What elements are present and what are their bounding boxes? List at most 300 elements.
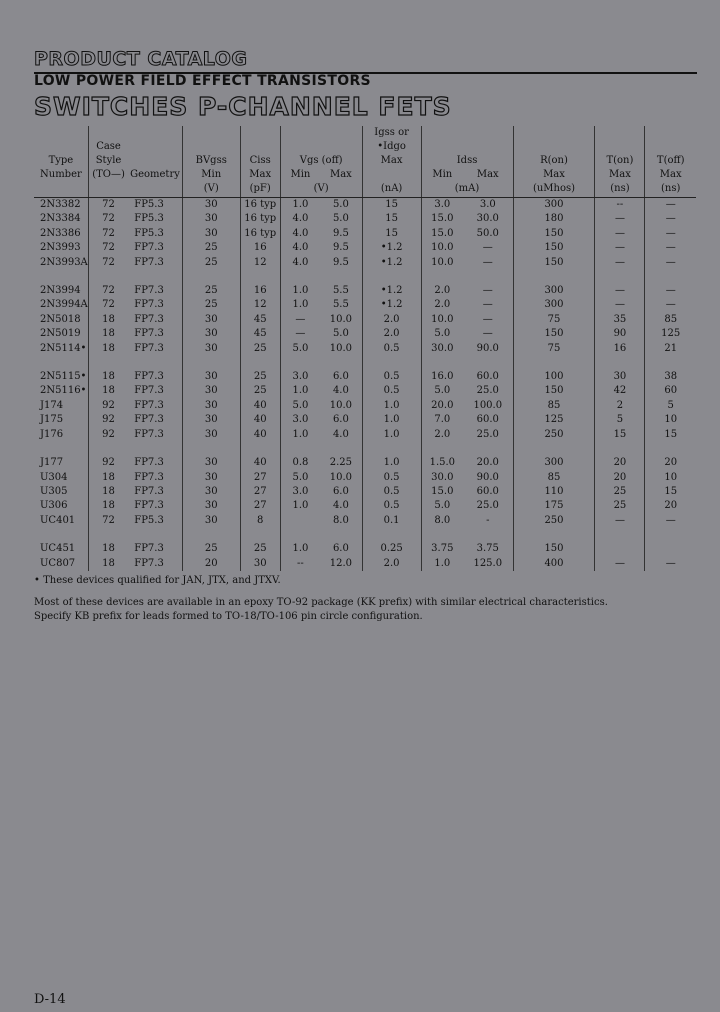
geometry-label: Geometry: [130, 169, 180, 180]
table-cell: 300: [513, 298, 595, 312]
table-cell: 1.0: [280, 499, 320, 513]
table-cell: 5.0: [421, 327, 463, 341]
table-cell: 4.0: [280, 212, 320, 226]
table-cell: 16: [240, 284, 280, 298]
table-cell: 18: [88, 327, 128, 341]
table-cell: 16.0: [421, 370, 463, 384]
table-cell: 15: [645, 485, 696, 499]
table-cell: 2N5019: [40, 328, 81, 340]
table-cell: 30: [182, 327, 240, 341]
table-cell: FP5.3: [134, 199, 164, 210]
table-cell: 72: [88, 241, 128, 255]
table-cell: 30: [182, 428, 240, 442]
table-cell: —: [645, 198, 696, 213]
idss-label-1: Idss: [421, 154, 513, 168]
table-cell: 60.0: [476, 414, 499, 426]
table-cell: —: [595, 284, 645, 298]
table-row: [34, 256, 696, 270]
table-cell: 5.0: [421, 384, 463, 398]
table-cell: 2.0: [362, 327, 421, 341]
table-cell: FP7.3: [134, 342, 164, 354]
table-cell: 3.75: [421, 542, 463, 556]
table-cell: 72: [88, 298, 128, 312]
table-cell: 2.0: [421, 298, 463, 312]
table-cell: •1.2: [362, 241, 421, 255]
table-cell: —: [595, 514, 645, 528]
catalog-heading: PRODUCT CATALOG: [34, 48, 248, 70]
table-cell: 30: [240, 557, 280, 571]
table-cell: 20: [645, 456, 696, 470]
table-row: [34, 499, 696, 513]
table-cell: UC401: [40, 514, 76, 526]
table-cell: 0.5: [362, 384, 421, 398]
table-cell: 2N3994A: [40, 299, 88, 311]
table-cell: 100.0: [473, 399, 503, 411]
table-cell: 30: [182, 212, 240, 226]
ron-label-1: R(on): [513, 154, 595, 168]
table-cell: 16 typ: [240, 227, 280, 241]
igss-label-3: Max: [362, 154, 421, 168]
table-cell: 30: [182, 499, 240, 513]
table-cell: 18: [88, 471, 128, 485]
table-cell: 12: [240, 256, 280, 270]
footnote: • These devices qualified for JAN, JTX, and JTXV.: [34, 575, 281, 586]
table-cell: 30: [182, 342, 240, 356]
table-cell: 30.0: [476, 213, 499, 225]
table-cell: —: [645, 298, 696, 312]
table-cell: 100: [513, 370, 595, 384]
table-cell: 1.0: [362, 456, 421, 470]
table-row: [34, 471, 696, 485]
table-cell: 25.0: [476, 500, 499, 512]
table-cell: •1.2: [362, 256, 421, 270]
table-cell: 25: [240, 370, 280, 384]
table-cell: 8.0: [332, 514, 349, 526]
table-cell: FP7.3: [134, 557, 164, 569]
table-row: [34, 542, 696, 556]
table-cell: J174: [40, 399, 64, 411]
table-cell: 5.0: [332, 328, 349, 340]
table-cell: 90.0: [476, 471, 499, 483]
table-cell: 300: [513, 198, 595, 213]
table-cell: 72: [88, 227, 128, 241]
note-1: Most of these devices are available in an epoxy TO-92 package (KK prefix) with similar electrical characteristics.: [34, 597, 608, 608]
ron-unit: (uMhos): [513, 182, 595, 198]
table-cell: 2N3386: [40, 227, 81, 239]
table-cell: 12.0: [329, 557, 353, 569]
table-cell: 9.5: [332, 256, 349, 268]
table-cell: 4.0: [280, 256, 320, 270]
table-cell: 18: [88, 384, 128, 398]
table-cell: 5.5: [332, 285, 349, 297]
table-cell: —: [482, 328, 493, 340]
table-cell: 2N3384: [40, 213, 81, 225]
ton-unit: (ns): [595, 182, 645, 198]
table-cell: 30: [182, 198, 240, 213]
table-cell: 2N5114•: [40, 342, 87, 354]
table-cell: 2N3994: [40, 285, 81, 297]
table-cell: 45: [240, 313, 280, 327]
group-spacer: [34, 356, 696, 370]
table-cell: 150: [513, 256, 595, 270]
vgs-unit: (V): [280, 182, 362, 198]
table-cell: 250: [513, 514, 595, 528]
table-cell: —: [482, 285, 493, 297]
table-cell: 45: [240, 327, 280, 341]
case-label-3: (TO—): [88, 168, 128, 182]
table-cell: —: [645, 284, 696, 298]
table-cell: —: [280, 327, 320, 341]
table-cell: 16 typ: [240, 212, 280, 226]
table-cell: 6.0: [332, 543, 349, 555]
toff-label-2: Max: [645, 168, 696, 182]
table-cell: 40: [240, 456, 280, 470]
table-cell: 5.0: [332, 213, 349, 225]
table-cell: FP7.3: [134, 414, 164, 426]
table-cell: 72: [88, 514, 128, 528]
table-cell: FP7.3: [134, 313, 164, 325]
vgs-min-label: Min: [280, 168, 320, 182]
table-cell: FP7.3: [134, 385, 164, 397]
table-cell: 25: [595, 499, 645, 513]
table-row: [34, 557, 696, 571]
table-row: [34, 198, 696, 213]
table-cell: 150: [513, 327, 595, 341]
table-row: [34, 413, 696, 427]
table-cell: 3.0: [280, 485, 320, 499]
idss-max-label: Max: [476, 169, 499, 180]
table-header: [34, 126, 696, 198]
table-cell: —: [595, 298, 645, 312]
table-cell: FP7.3: [134, 285, 164, 297]
table-cell: —: [595, 227, 645, 241]
table-cell: 92: [88, 413, 128, 427]
table-cell: 2N5018: [40, 313, 81, 325]
table-cell: 25.0: [476, 385, 499, 397]
table-cell: 30: [182, 313, 240, 327]
table-cell: 40: [240, 428, 280, 442]
table-cell: J175: [40, 414, 64, 426]
table-cell: -: [486, 514, 490, 526]
table-cell: 75: [513, 313, 595, 327]
table-cell: 10.0: [421, 241, 463, 255]
table-row: [34, 241, 696, 255]
group-spacer: [34, 442, 696, 456]
case-label-1: Case: [88, 140, 128, 154]
table-cell: 38: [645, 370, 696, 384]
table-cell: 0.5: [362, 471, 421, 485]
table-cell: —: [482, 299, 493, 311]
table-row: [34, 284, 696, 298]
table-cell: 15: [362, 198, 421, 213]
table-cell: 2.0: [421, 284, 463, 298]
table-cell: 10.0: [421, 256, 463, 270]
table-cell: 2.0: [362, 313, 421, 327]
table-cell: —: [595, 557, 645, 571]
table-cell: 72: [88, 284, 128, 298]
igss-label-1: Igss or: [362, 126, 421, 140]
table-cell: FP5.3: [134, 514, 164, 526]
table-cell: 3.0: [421, 198, 463, 213]
table-cell: 30: [182, 370, 240, 384]
table-cell: —: [595, 212, 645, 226]
page-number: D-14: [34, 992, 66, 1007]
table-row: [34, 399, 696, 413]
table-cell: 20: [645, 499, 696, 513]
table-cell: 15: [645, 428, 696, 442]
table-cell: •1.2: [362, 298, 421, 312]
table-cell: 18: [88, 342, 128, 356]
table-cell: 25: [240, 542, 280, 556]
table-cell: 5: [595, 413, 645, 427]
table-cell: 18: [88, 542, 128, 556]
table-cell: 3.0: [280, 413, 320, 427]
table-cell: [595, 542, 645, 556]
table-cell: 1.0: [362, 413, 421, 427]
table-cell: 125: [513, 413, 595, 427]
table-cell: 2N5115•: [40, 371, 87, 383]
table-row: [34, 456, 696, 470]
table-cell: 5.0: [280, 399, 320, 413]
ciss-label-1: Ciss: [240, 154, 280, 168]
table-cell: 60.0: [476, 371, 499, 383]
table-cell: —: [645, 227, 696, 241]
table-cell: FP7.3: [134, 500, 164, 512]
table-cell: UC807: [40, 557, 76, 569]
table-cell: 6.0: [332, 371, 349, 383]
type-label-2: Number: [40, 169, 82, 180]
ciss-label-2: Max: [240, 168, 280, 182]
table-cell: 85: [645, 313, 696, 327]
table-cell: 0.1: [362, 514, 421, 528]
table-cell: 25: [240, 384, 280, 398]
table-cell: FP5.3: [134, 213, 164, 225]
table-row: [34, 485, 696, 499]
table-cell: 60.0: [476, 485, 499, 497]
table-cell: 0.5: [362, 342, 421, 356]
table-cell: 5.5: [332, 299, 349, 311]
table-cell: FP7.3: [134, 242, 164, 254]
table-cell: —: [645, 241, 696, 255]
table-cell: 1.0: [280, 284, 320, 298]
table-cell: 10.0: [329, 342, 353, 354]
table-cell: 1.0: [362, 428, 421, 442]
table-cell: —: [645, 256, 696, 270]
table-cell: 30: [595, 370, 645, 384]
table-cell: 7.0: [421, 413, 463, 427]
table-cell: 6.0: [332, 414, 349, 426]
table-cell: 15.0: [421, 485, 463, 499]
ron-label-2: Max: [513, 168, 595, 182]
table-cell: 1.0: [280, 428, 320, 442]
table-cell: U305: [40, 485, 68, 497]
table-body: [34, 198, 696, 571]
table-cell: 92: [88, 428, 128, 442]
table-row: [34, 428, 696, 442]
table-cell: 150: [513, 241, 595, 255]
table-row: [34, 514, 696, 528]
table-cell: 90: [595, 327, 645, 341]
table-cell: 9.5: [332, 242, 349, 254]
table-row: [34, 298, 696, 312]
table-cell: —: [595, 256, 645, 270]
case-label-2: Style: [88, 154, 128, 168]
igss-label-2: •Idgo: [362, 140, 421, 154]
table-cell: J177: [40, 457, 64, 469]
table-cell: 175: [513, 499, 595, 513]
table-cell: 180: [513, 212, 595, 226]
table-cell: •1.2: [362, 284, 421, 298]
table-cell: 5: [645, 399, 696, 413]
table-cell: 20: [595, 456, 645, 470]
table-cell: 1.0: [280, 298, 320, 312]
table-cell: —: [482, 313, 493, 325]
table-cell: 5.0: [332, 199, 349, 210]
table-cell: 2N3993A: [40, 256, 88, 268]
table-row: [34, 313, 696, 327]
table-cell: 4.0: [332, 428, 349, 440]
table-cell: 6.0: [332, 485, 349, 497]
table-cell: 0.25: [362, 542, 421, 556]
type-label-1: Type: [48, 155, 74, 166]
table-cell: FP7.3: [134, 399, 164, 411]
table-cell: —: [645, 514, 696, 528]
table-cell: UC451: [40, 543, 76, 555]
table-cell: U304: [40, 471, 68, 483]
table-row: [34, 384, 696, 398]
table-cell: 72: [88, 212, 128, 226]
table-cell: 25: [182, 256, 240, 270]
table-cell: 15: [362, 212, 421, 226]
table-cell: FP7.3: [134, 471, 164, 483]
table-cell: 72: [88, 198, 128, 213]
table-cell: 8.0: [421, 514, 463, 528]
table-cell: 30: [182, 471, 240, 485]
table-cell: —: [645, 212, 696, 226]
note-2: Specify KB prefix for leads formed to TO-18/TO-106 pin circle configuration.: [34, 611, 423, 622]
table-cell: 27: [240, 499, 280, 513]
table-cell: 21: [645, 342, 696, 356]
table-cell: 25: [182, 542, 240, 556]
table-cell: [645, 542, 696, 556]
vgs-max-label: Max: [329, 169, 352, 180]
table-cell: 20: [182, 557, 240, 571]
table-cell: 150: [513, 384, 595, 398]
table-cell: 15: [595, 428, 645, 442]
table-cell: 15.0: [421, 212, 463, 226]
fet-catalog-table: [34, 126, 696, 571]
table-cell: 0.5: [362, 370, 421, 384]
section-title: SWITCHES P-CHANNEL FETS: [34, 92, 452, 121]
table-cell: --: [595, 198, 645, 213]
table-cell: 4.0: [280, 241, 320, 255]
table-cell: 10.0: [329, 471, 353, 483]
table-cell: —: [482, 256, 493, 268]
ciss-unit: (pF): [240, 182, 280, 198]
table-cell: 30.0: [421, 471, 463, 485]
table-cell: 20: [595, 471, 645, 485]
table-cell: U306: [40, 500, 68, 512]
table-cell: 10: [645, 413, 696, 427]
igss-unit: (nA): [362, 182, 421, 198]
table-cell: 18: [88, 557, 128, 571]
table-cell: —: [645, 557, 696, 571]
table-cell: 25: [240, 342, 280, 356]
table-cell: 16 typ: [240, 198, 280, 213]
table-cell: --: [280, 557, 320, 571]
table-cell: 35: [595, 313, 645, 327]
bvgss-label-1: BVgss: [182, 154, 240, 168]
table-cell: 300: [513, 284, 595, 298]
table-cell: 3.0: [479, 199, 496, 210]
table-cell: 0.8: [280, 456, 320, 470]
table-cell: 30.0: [421, 342, 463, 356]
table-cell: 0.5: [362, 485, 421, 499]
group-spacer: [34, 528, 696, 542]
table-cell: 50.0: [476, 227, 499, 239]
table-cell: —: [595, 241, 645, 255]
table-cell: J176: [40, 428, 64, 440]
table-cell: 42: [595, 384, 645, 398]
table-cell: 1.0: [280, 542, 320, 556]
idss-unit: (mA): [421, 182, 513, 198]
table-cell: —: [280, 313, 320, 327]
table-cell: FP5.3: [134, 227, 164, 239]
table-cell: 16: [240, 241, 280, 255]
table-cell: FP7.3: [134, 428, 164, 440]
table-cell: FP7.3: [134, 543, 164, 555]
table-cell: 1.5.0: [421, 456, 463, 470]
table-cell: 30: [182, 456, 240, 470]
table-row: [34, 327, 696, 341]
table-cell: 5.0: [280, 342, 320, 356]
table-cell: 30: [182, 413, 240, 427]
table-cell: 92: [88, 399, 128, 413]
table-cell: FP7.3: [134, 371, 164, 383]
table-row: [34, 342, 696, 356]
table-cell: 10.0: [421, 313, 463, 327]
table-cell: 90.0: [476, 342, 499, 354]
table-cell: 12: [240, 298, 280, 312]
table-cell: 250: [513, 428, 595, 442]
table-cell: 40: [240, 413, 280, 427]
table-cell: 2.0: [421, 428, 463, 442]
table-cell: 25: [595, 485, 645, 499]
table-cell: 20.0: [476, 457, 499, 469]
table-cell: FP7.3: [134, 256, 164, 268]
table-cell: 1.0: [280, 198, 320, 213]
table-cell: 10.0: [329, 399, 353, 411]
table-cell: 25: [182, 241, 240, 255]
table-row: [34, 227, 696, 241]
table-cell: FP7.3: [134, 457, 164, 469]
table-cell: 2.0: [362, 557, 421, 571]
section-subtitle: LOW POWER FIELD EFFECT TRANSISTORS: [34, 73, 371, 89]
table-cell: 30: [182, 485, 240, 499]
table-cell: 9.5: [332, 227, 349, 239]
table-cell: [280, 514, 320, 528]
vgs-label-1: Vgs (off): [280, 154, 362, 168]
table-cell: 110: [513, 485, 595, 499]
table-cell: 85: [513, 399, 595, 413]
table-cell: 2N3382: [40, 199, 81, 210]
table-cell: 18: [88, 499, 128, 513]
table-cell: 18: [88, 370, 128, 384]
table-cell: 75: [513, 342, 595, 356]
table-cell: 27: [240, 471, 280, 485]
table-cell: 300: [513, 456, 595, 470]
table-cell: 16: [595, 342, 645, 356]
